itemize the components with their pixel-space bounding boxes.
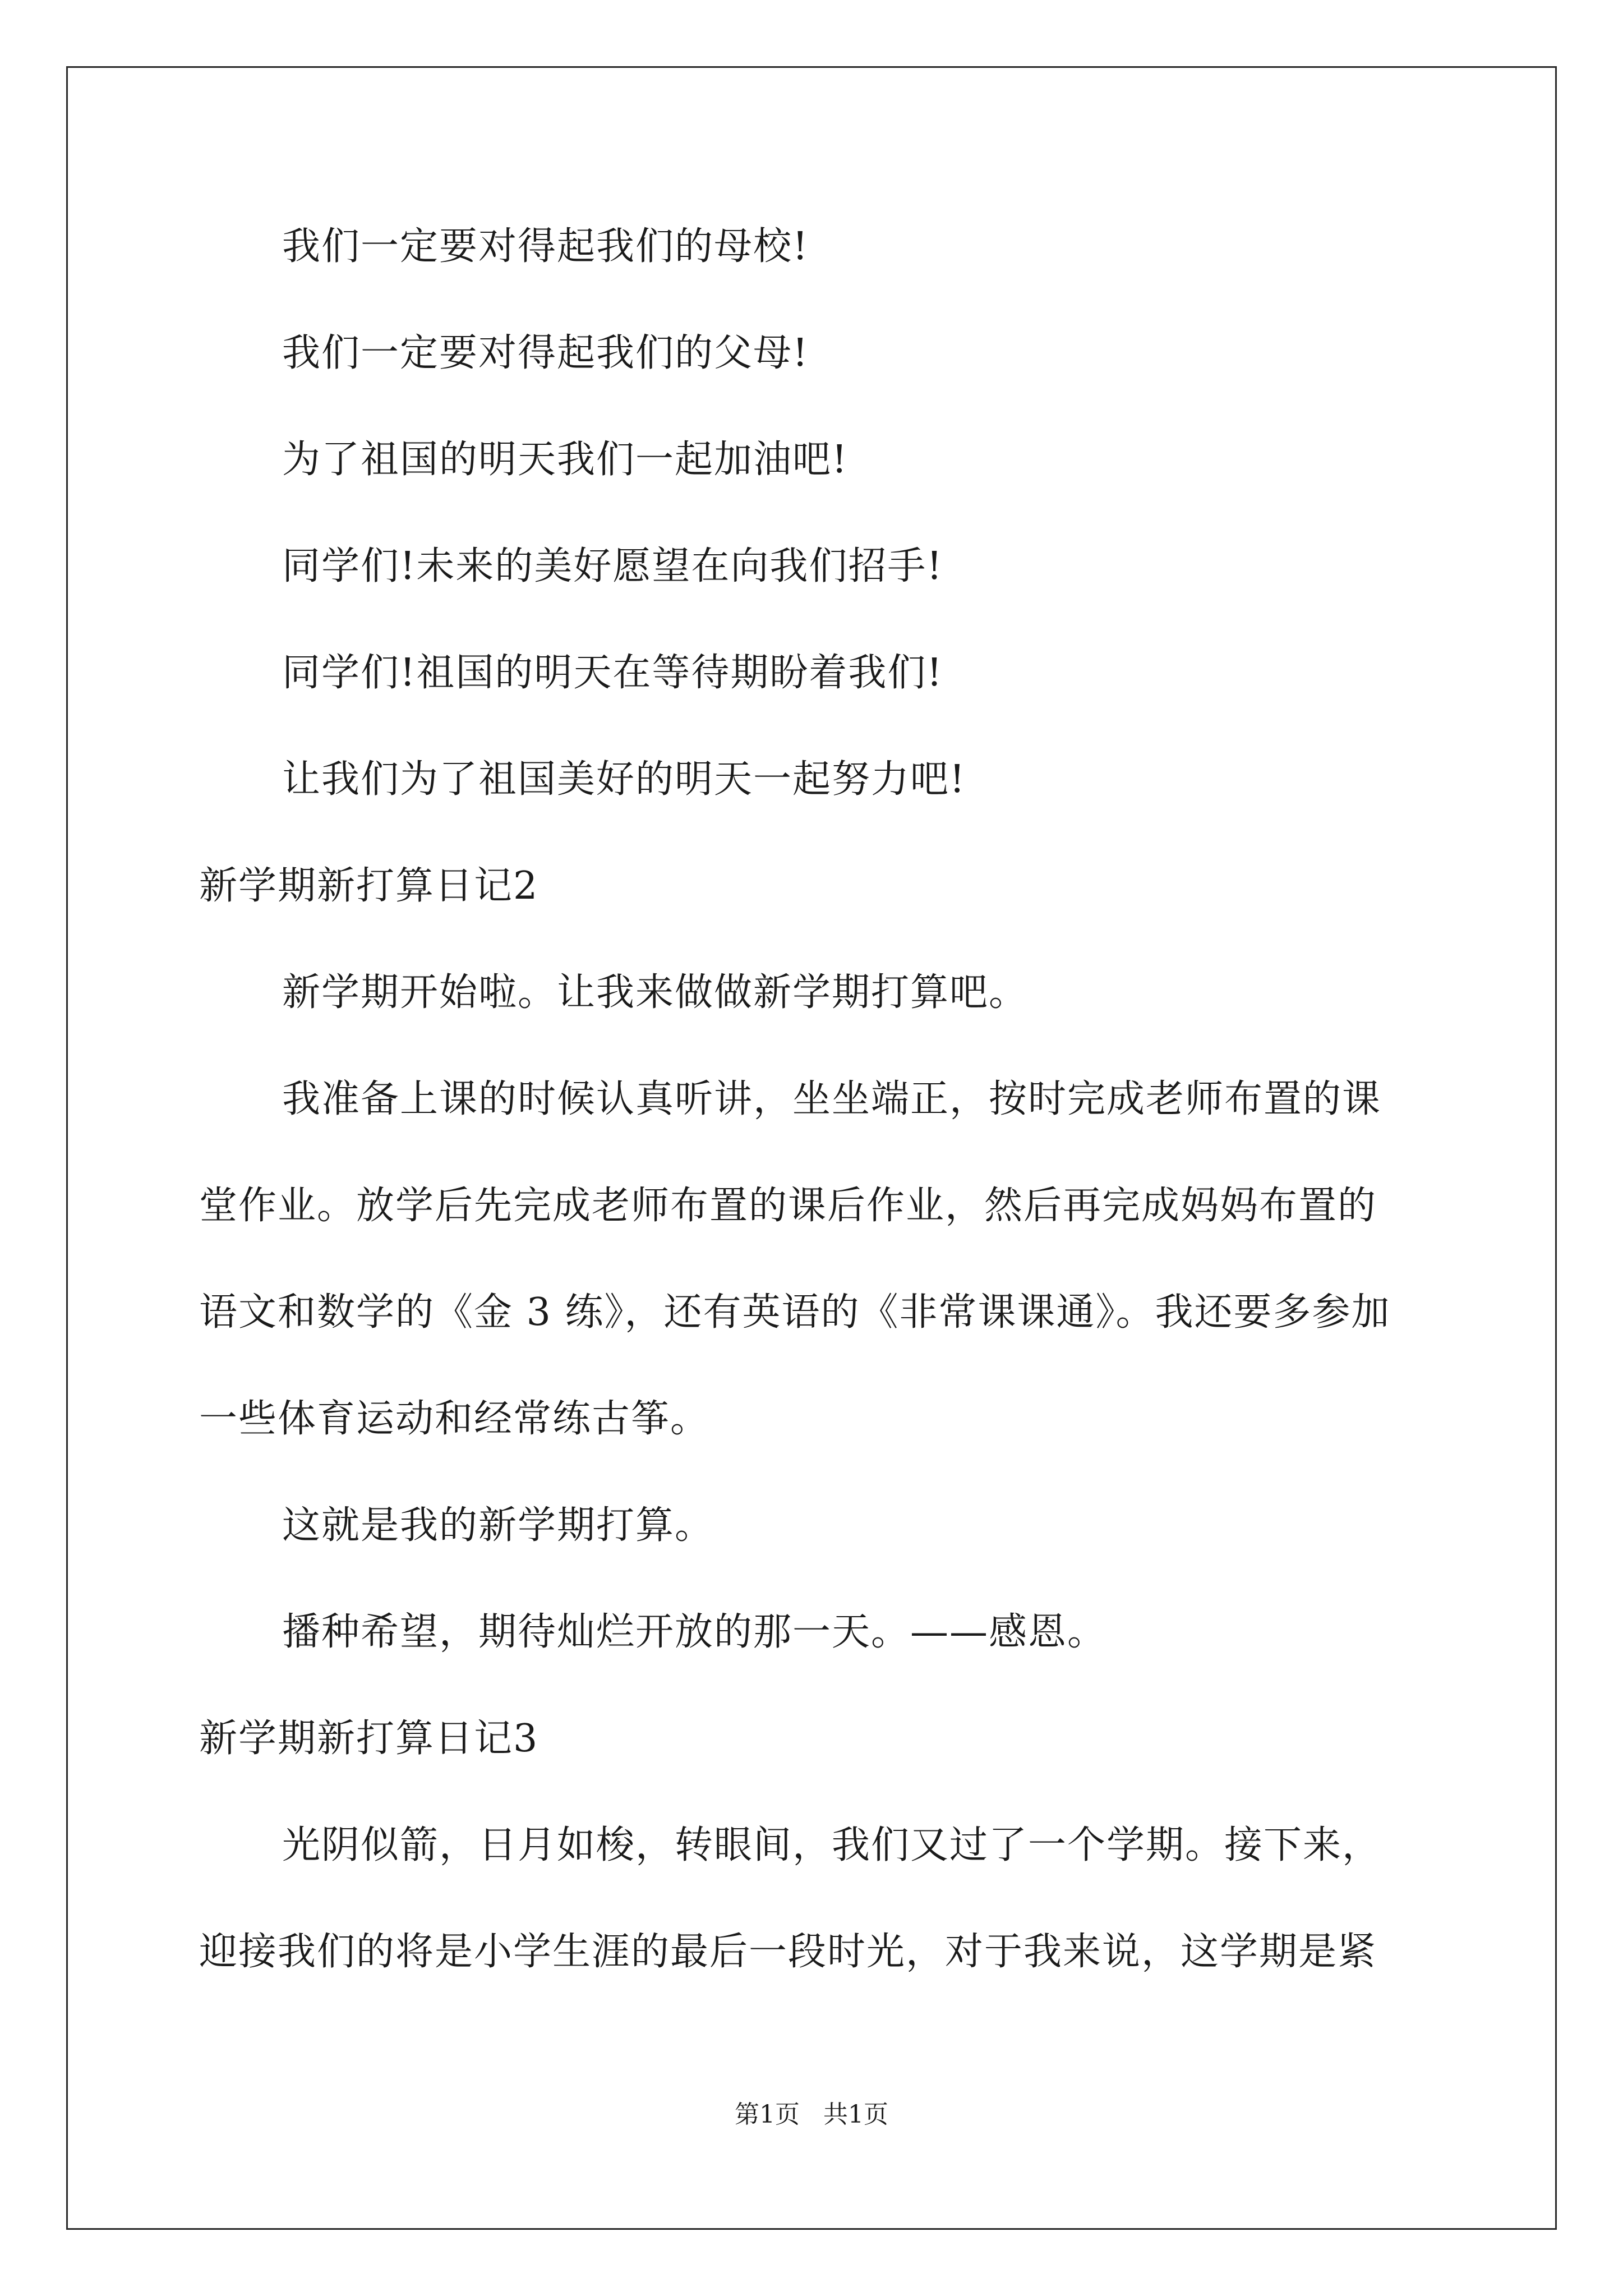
section-heading: 新学期新打算日记3	[199, 1717, 539, 1761]
page-number-footer: 第1页 共1页	[735, 2100, 888, 2129]
section-heading: 新学期新打算日记2	[199, 864, 539, 908]
paragraph-line: 让我们为了祖国美好的明天一起努力吧!	[282, 757, 966, 802]
paragraph-line: 这就是我的新学期打算。	[282, 1503, 714, 1548]
paragraph-line: 光阴似箭，日月如梭，转眼间，我们又过了一个学期。接下来，	[282, 1823, 1382, 1867]
page-border	[66, 66, 1557, 2230]
paragraph-line: 一些体育运动和经常练古筝。	[199, 1397, 710, 1441]
paragraph-line: 我准备上课的时候认真听讲，坐坐端正，按时完成老师布置的课	[282, 1077, 1382, 1121]
paragraph-line: 播种希望，期待灿烂开放的那一天。——感恩。	[282, 1610, 1107, 1654]
paragraph-line: 堂作业。放学后先完成老师布置的课后作业，然后再完成妈妈布置的	[199, 1184, 1377, 1228]
paragraph-line: 迎接我们的将是小学生涯的最后一段时光，对于我来说，这学期是紧	[199, 1930, 1377, 1974]
paragraph-line: 同学们!未来的美好愿望在向我们招手!	[282, 544, 943, 588]
paragraph-line: 我们一定要对得起我们的母校!	[282, 224, 809, 269]
paragraph-line: 同学们!祖国的明天在等待期盼着我们!	[282, 651, 943, 695]
paragraph-line: 新学期开始啦。让我来做做新学期打算吧。	[282, 970, 1029, 1015]
paragraph-line: 语文和数学的《金 3 练》，还有英语的《非常课课通》。我还要多参加	[199, 1290, 1391, 1335]
paragraph-line: 为了祖国的明天我们一起加油吧!	[282, 438, 849, 482]
paragraph-line: 我们一定要对得起我们的父母!	[282, 331, 809, 375]
